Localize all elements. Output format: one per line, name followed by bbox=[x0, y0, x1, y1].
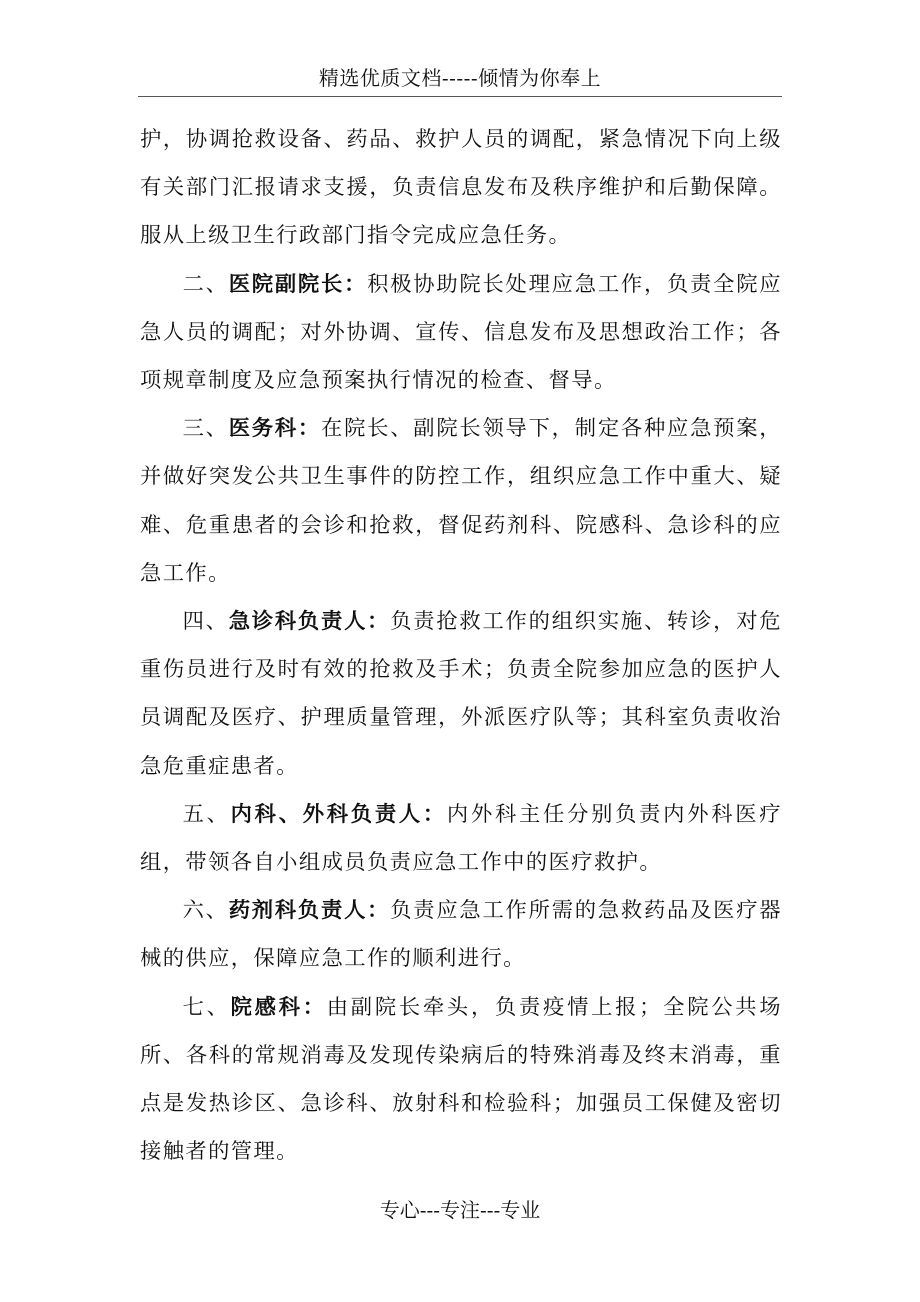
paragraph-text: 负责抢救工作的组织实施、转诊，对危重伤员进行及时有效的抢救及手术；负责全院参加应急的医护人员调配及医疗、护理质量管理，外派医疗队等；其科室负责收治急危重症患者。 bbox=[140, 609, 782, 779]
paragraph-internal-surgery bbox=[140, 791, 782, 887]
paragraph-text: 内外科主任分别负责内外科医疗组，带领各自小组成员负责应急工作中的医疗救护。 bbox=[140, 801, 782, 876]
item-number: 七、 bbox=[182, 994, 231, 1020]
paragraph-text: 护，协调抢救设备、药品、救护人员的调配，紧急情况下向上级有关部门汇报请求支援，负责信息发布及秩序维护和后勤保障。服从上级卫生行政部门指令完成应急任务。 bbox=[140, 127, 782, 249]
paragraph-emergency-dept bbox=[140, 598, 782, 791]
paragraph-pharmacy bbox=[140, 887, 782, 983]
item-number: 六、 bbox=[182, 898, 229, 924]
item-number: 四、 bbox=[182, 609, 229, 635]
item-number: 三、 bbox=[182, 416, 229, 442]
document-body bbox=[140, 116, 782, 1176]
role-label: 院感科： bbox=[230, 994, 327, 1020]
paragraph-text: 负责应急工作所需的急救药品及医疗器械的供应，保障应急工作的顺利进行。 bbox=[140, 898, 782, 972]
role-label: 内科、外科负责人： bbox=[230, 801, 447, 827]
paragraph-continuation bbox=[140, 116, 782, 261]
paragraph-medical-affairs bbox=[140, 405, 782, 598]
header-rule bbox=[138, 96, 782, 97]
page-footer: 专心---专注---专业 bbox=[379, 1198, 541, 1222]
paragraph-text: 积极协助院长处理应急工作，负责全院应急人员的调配；对外协调、宣传、信息发布及思想政治工作；各项规章制度及应急预案执行情况的检查、督导。 bbox=[140, 271, 782, 394]
paragraph-vice-president bbox=[140, 261, 782, 406]
role-label: 急诊科负责人： bbox=[228, 609, 391, 635]
item-number: 五、 bbox=[182, 801, 231, 827]
role-label: 医院副院长： bbox=[228, 271, 368, 297]
page-header: 精选优质文档-----倾情为你奉上 bbox=[318, 66, 602, 90]
item-number: 二、 bbox=[182, 271, 229, 297]
paragraph-text: 由副院长牵头，负责疫情上报；全院公共场所、各科的常规消毒及发现传染病后的特殊消毒及终末消毒，重点是发热诊区、急诊科、放射科和检验科；加强员工保健及密切接触者的管理。 bbox=[140, 994, 782, 1165]
paragraph-text: 在院长、副院长领导下，制定各种应急预案，并做好突发公共卫生事件的防控工作，组织应急工作中重大、疑难、危重患者的会诊和抢救，督促药剂科、院感科、急诊科的应急工作。 bbox=[140, 416, 782, 586]
paragraph-infection-control bbox=[140, 984, 782, 1177]
role-label: 药剂科负责人： bbox=[228, 898, 391, 924]
role-label: 医务科： bbox=[228, 416, 322, 442]
